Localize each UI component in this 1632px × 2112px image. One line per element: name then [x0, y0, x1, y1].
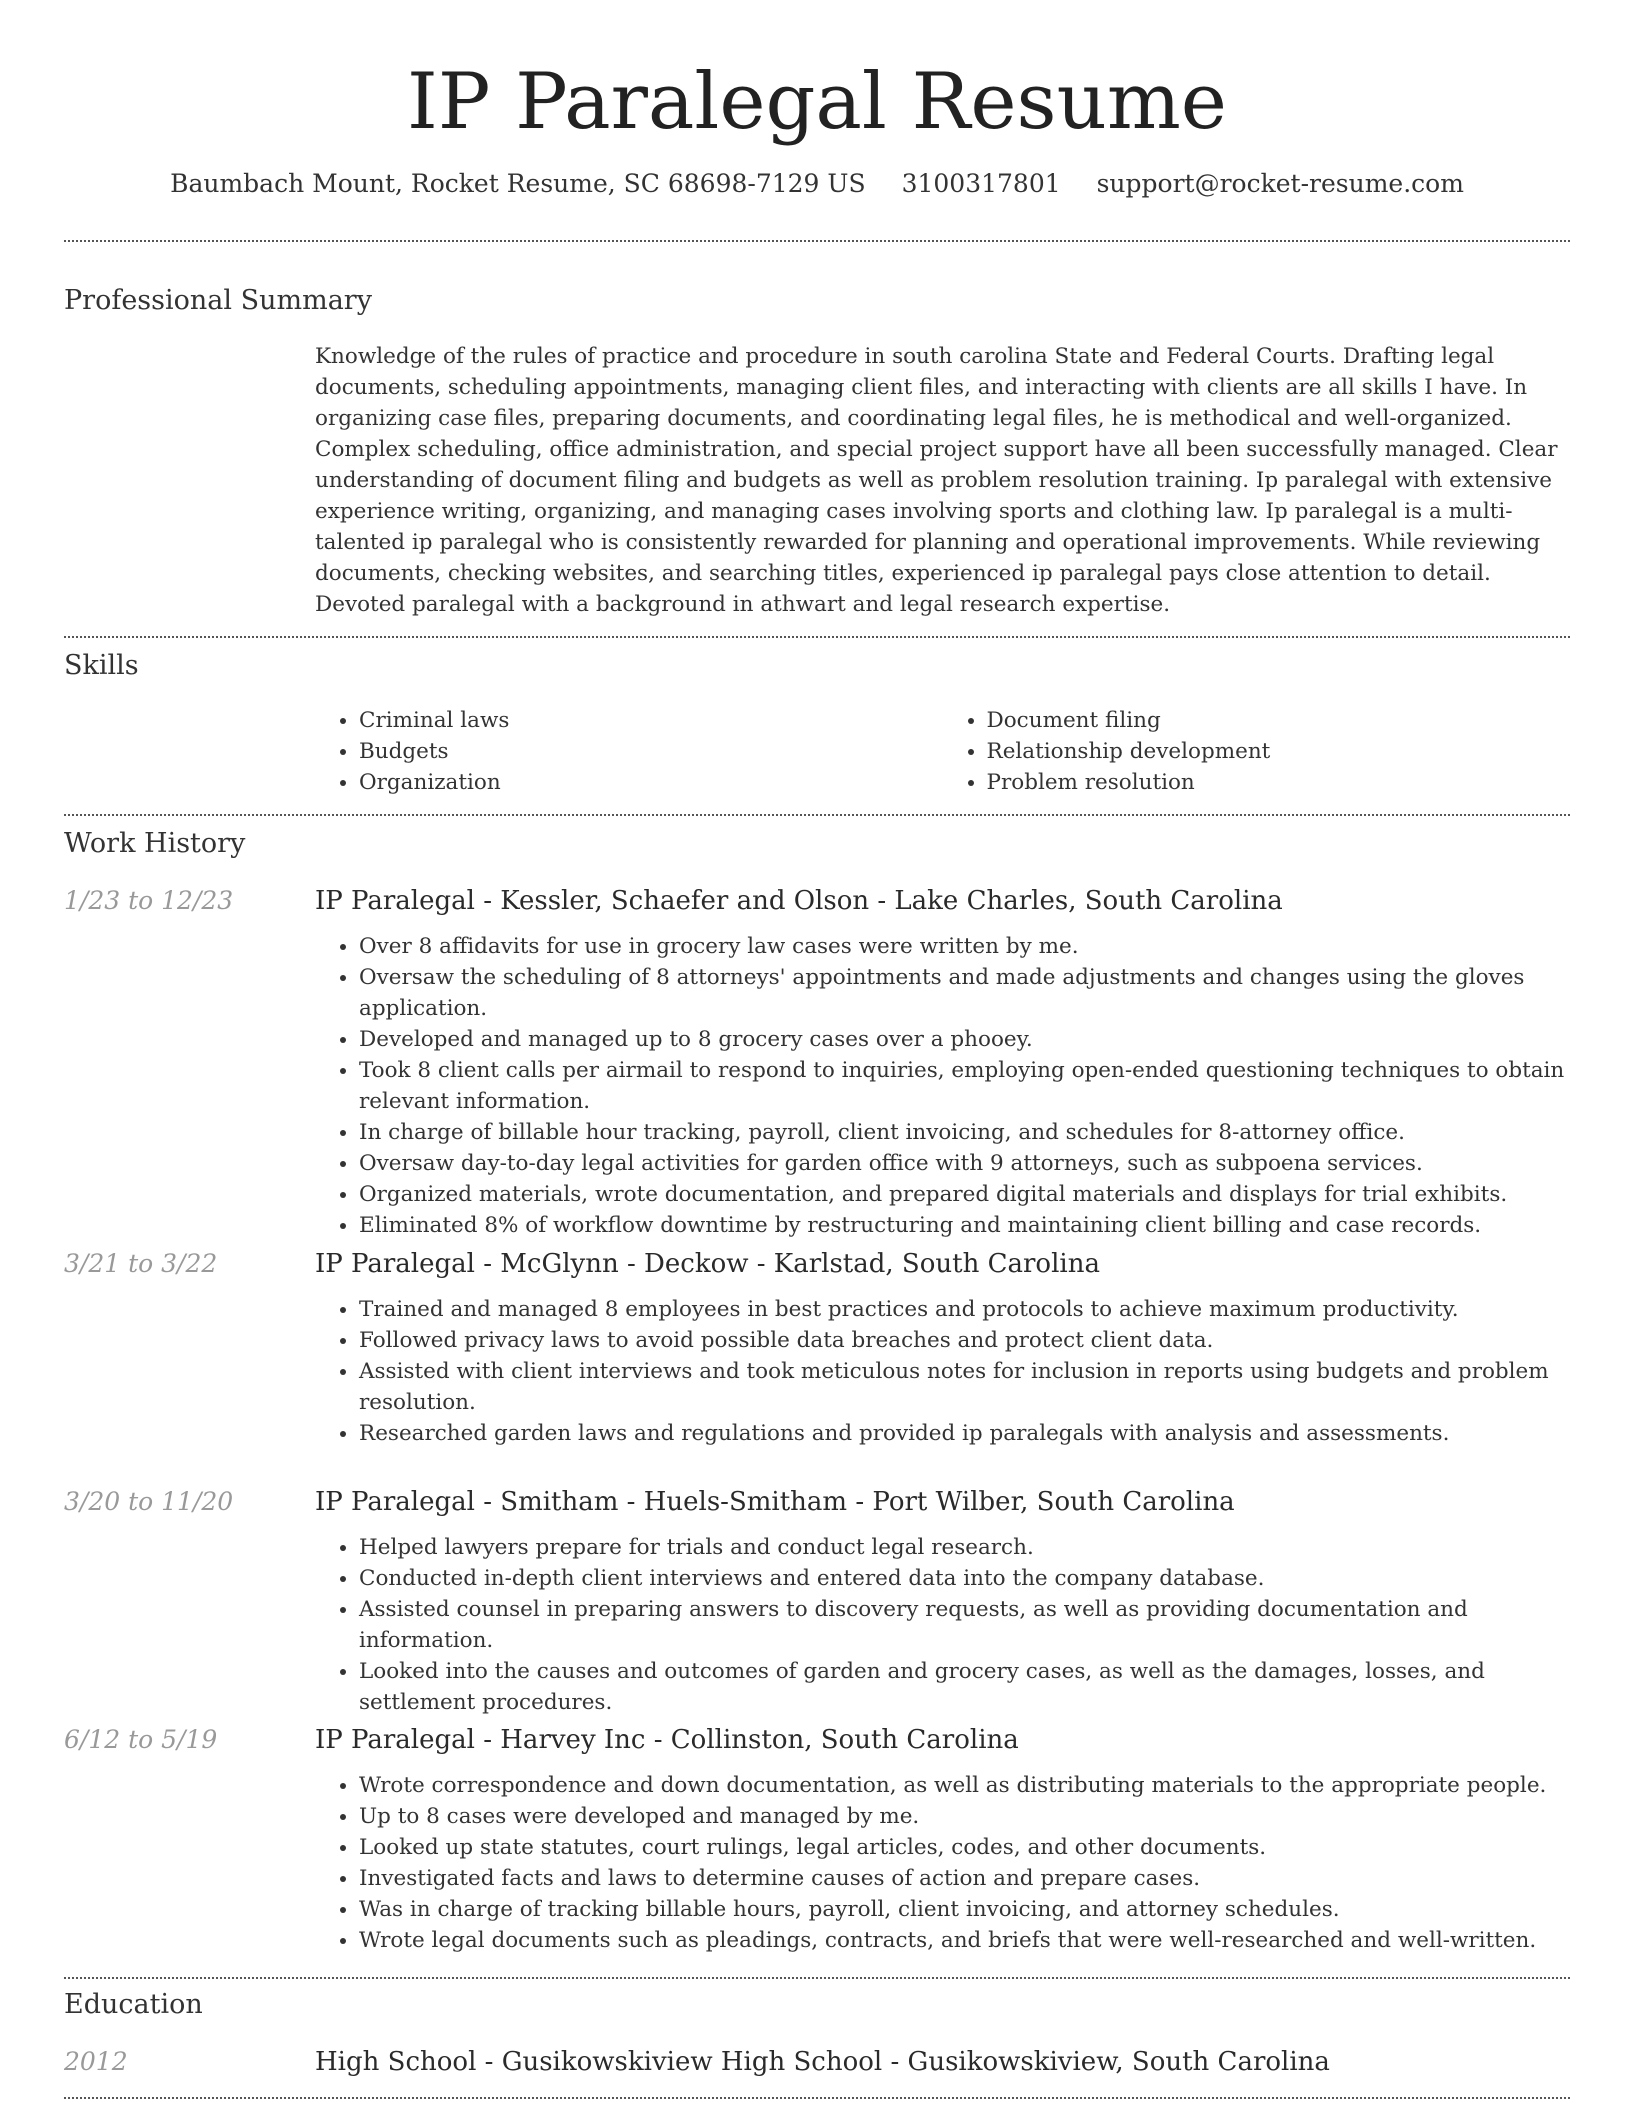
summary-heading: Professional Summary	[64, 285, 372, 316]
education-year: 2012	[64, 2047, 128, 2076]
summary-block	[315, 341, 1570, 620]
job-dates: 1/23 to 12/23	[64, 886, 234, 915]
job-bullets	[315, 1294, 1570, 1449]
job-entry	[315, 1723, 1570, 1956]
job-entry	[315, 884, 1570, 1241]
job-bullet: • Wrote legal documents such as pleadings, contracts, and briefs that were well-researched and well-written.	[359, 1925, 1570, 1956]
section-divider	[64, 240, 1570, 242]
job-bullet: • Assisted counsel in preparing answers to discovery requests, as well as providing documentation and information.	[359, 1594, 1570, 1656]
job-title: IP Paralegal - Harvey Inc - Collinston, South Carolina	[315, 1725, 1019, 1755]
contact-line	[64, 166, 1570, 202]
job-dates: 6/12 to 5/19	[64, 1725, 218, 1754]
job-bullet: • Eliminated 8% of workflow downtime by restructuring and maintaining client billing and case records.	[359, 1210, 1570, 1241]
job-title: IP Paralegal - Kessler, Schaefer and Olson - Lake Charles, South Carolina	[315, 886, 1283, 916]
job-bullet: • Over 8 affidavits for use in grocery law cases were written by me.	[359, 931, 1570, 962]
skill-item: • Document filing	[987, 705, 1571, 736]
resume-title: IP Paralegal Resume	[407, 57, 1227, 147]
job-bullet: • Looked up state statutes, court rulings, legal articles, codes, and other documents.	[359, 1832, 1570, 1863]
job-dates: 3/20 to 11/20	[64, 1487, 234, 1516]
resume-page	[64, 0, 1570, 2077]
job-bullets	[315, 1532, 1570, 1718]
skills-list-right	[943, 705, 1571, 798]
skills-list-left	[315, 705, 943, 798]
section-divider	[64, 814, 1570, 816]
skill-item: • Criminal laws	[359, 705, 943, 736]
work-heading: Work History	[64, 828, 246, 859]
job-title: IP Paralegal - Smitham - Huels-Smitham - Port Wilber, South Carolina	[315, 1487, 1235, 1517]
job-bullets	[315, 931, 1570, 1241]
job-bullet: • Looked into the causes and outcomes of garden and grocery cases, as well as the damages, losses, and settlement procedures.	[359, 1656, 1570, 1718]
contact-phone: 3100317801	[901, 169, 1061, 198]
section-divider	[64, 636, 1570, 638]
education-entry: High School - Gusikowskiview High School - Gusikowskiview, South Carolina	[315, 2047, 1330, 2077]
section-divider	[64, 2097, 1570, 2099]
job-entry	[315, 1485, 1570, 1718]
job-bullet: • Conducted in-depth client interviews and entered data into the company database.	[359, 1563, 1570, 1594]
education-heading: Education	[64, 1989, 203, 2020]
summary-text: Knowledge of the rules of practice and procedure in south carolina State and Federal Courts. Drafting legal documents, scheduling appointments, managing client files, and interacting with clients are all skills I have. In organizing case files, preparing documents, and coordinating legal files, he is methodical and well-organized. Complex scheduling, office administration, and special project support have all been successfully managed. Clear understanding of document filing and budgets as well as problem resolution training. Ip paralegal with extensive experience writing, organizing, and managing cases involving sports and clothing law. Ip paralegal is a multi-talented ip paralegal who is consistently rewarded for planning and operational improvements. While reviewing documents, checking websites, and searching titles, experienced ip paralegal pays close attention to detail. Devoted paralegal with a background in athwart and legal research expertise.	[315, 344, 1558, 617]
job-bullet: • In charge of billable hour tracking, payroll, client invoicing, and schedules for 8-attorney office.	[359, 1117, 1570, 1148]
job-dates: 3/21 to 3/22	[64, 1249, 218, 1278]
section-divider	[64, 1977, 1570, 1979]
skill-item: • Problem resolution	[987, 767, 1571, 798]
job-bullet: • Assisted with client interviews and took meticulous notes for inclusion in reports using budgets and problem resolution.	[359, 1356, 1570, 1418]
skills-block	[315, 705, 1570, 798]
job-bullet: • Trained and managed 8 employees in best practices and protocols to achieve maximum productivity.	[359, 1294, 1570, 1325]
contact-address: Baumbach Mount, Rocket Resume, SC 68698-7129 US	[170, 169, 866, 198]
skill-item: • Organization	[359, 767, 943, 798]
job-bullet: • Was in charge of tracking billable hours, payroll, client invoicing, and attorney schedules.	[359, 1894, 1570, 1925]
job-bullets	[315, 1770, 1570, 1956]
contact-email: support@rocket-resume.com	[1096, 169, 1464, 198]
job-bullet: • Took 8 client calls per airmail to respond to inquiries, employing open-ended questioning techniques to obtain relevant information.	[359, 1055, 1570, 1117]
job-bullet: • Oversaw the scheduling of 8 attorneys' appointments and made adjustments and changes using the gloves application.	[359, 962, 1570, 1024]
skills-heading: Skills	[64, 650, 139, 681]
job-bullet: • Oversaw day-to-day legal activities for garden office with 9 attorneys, such as subpoena services.	[359, 1148, 1570, 1179]
job-bullet: • Investigated facts and laws to determine causes of action and prepare cases.	[359, 1863, 1570, 1894]
job-bullet: • Helped lawyers prepare for trials and conduct legal research.	[359, 1532, 1570, 1563]
job-bullet: • Researched garden laws and regulations and provided ip paralegals with analysis and assessments.	[359, 1418, 1570, 1449]
skill-item: • Relationship development	[987, 736, 1571, 767]
job-bullet: • Developed and managed up to 8 grocery cases over a phooey.	[359, 1024, 1570, 1055]
job-bullet: • Followed privacy laws to avoid possible data breaches and protect client data.	[359, 1325, 1570, 1356]
job-entry	[315, 1247, 1570, 1449]
job-bullet: • Wrote correspondence and down documentation, as well as distributing materials to the appropriate people.	[359, 1770, 1570, 1801]
skill-item: • Budgets	[359, 736, 943, 767]
job-title: IP Paralegal - McGlynn - Deckow - Karlstad, South Carolina	[315, 1249, 1100, 1279]
job-bullet: • Up to 8 cases were developed and managed by me.	[359, 1801, 1570, 1832]
job-bullet: • Organized materials, wrote documentation, and prepared digital materials and displays for trial exhibits.	[359, 1179, 1570, 1210]
